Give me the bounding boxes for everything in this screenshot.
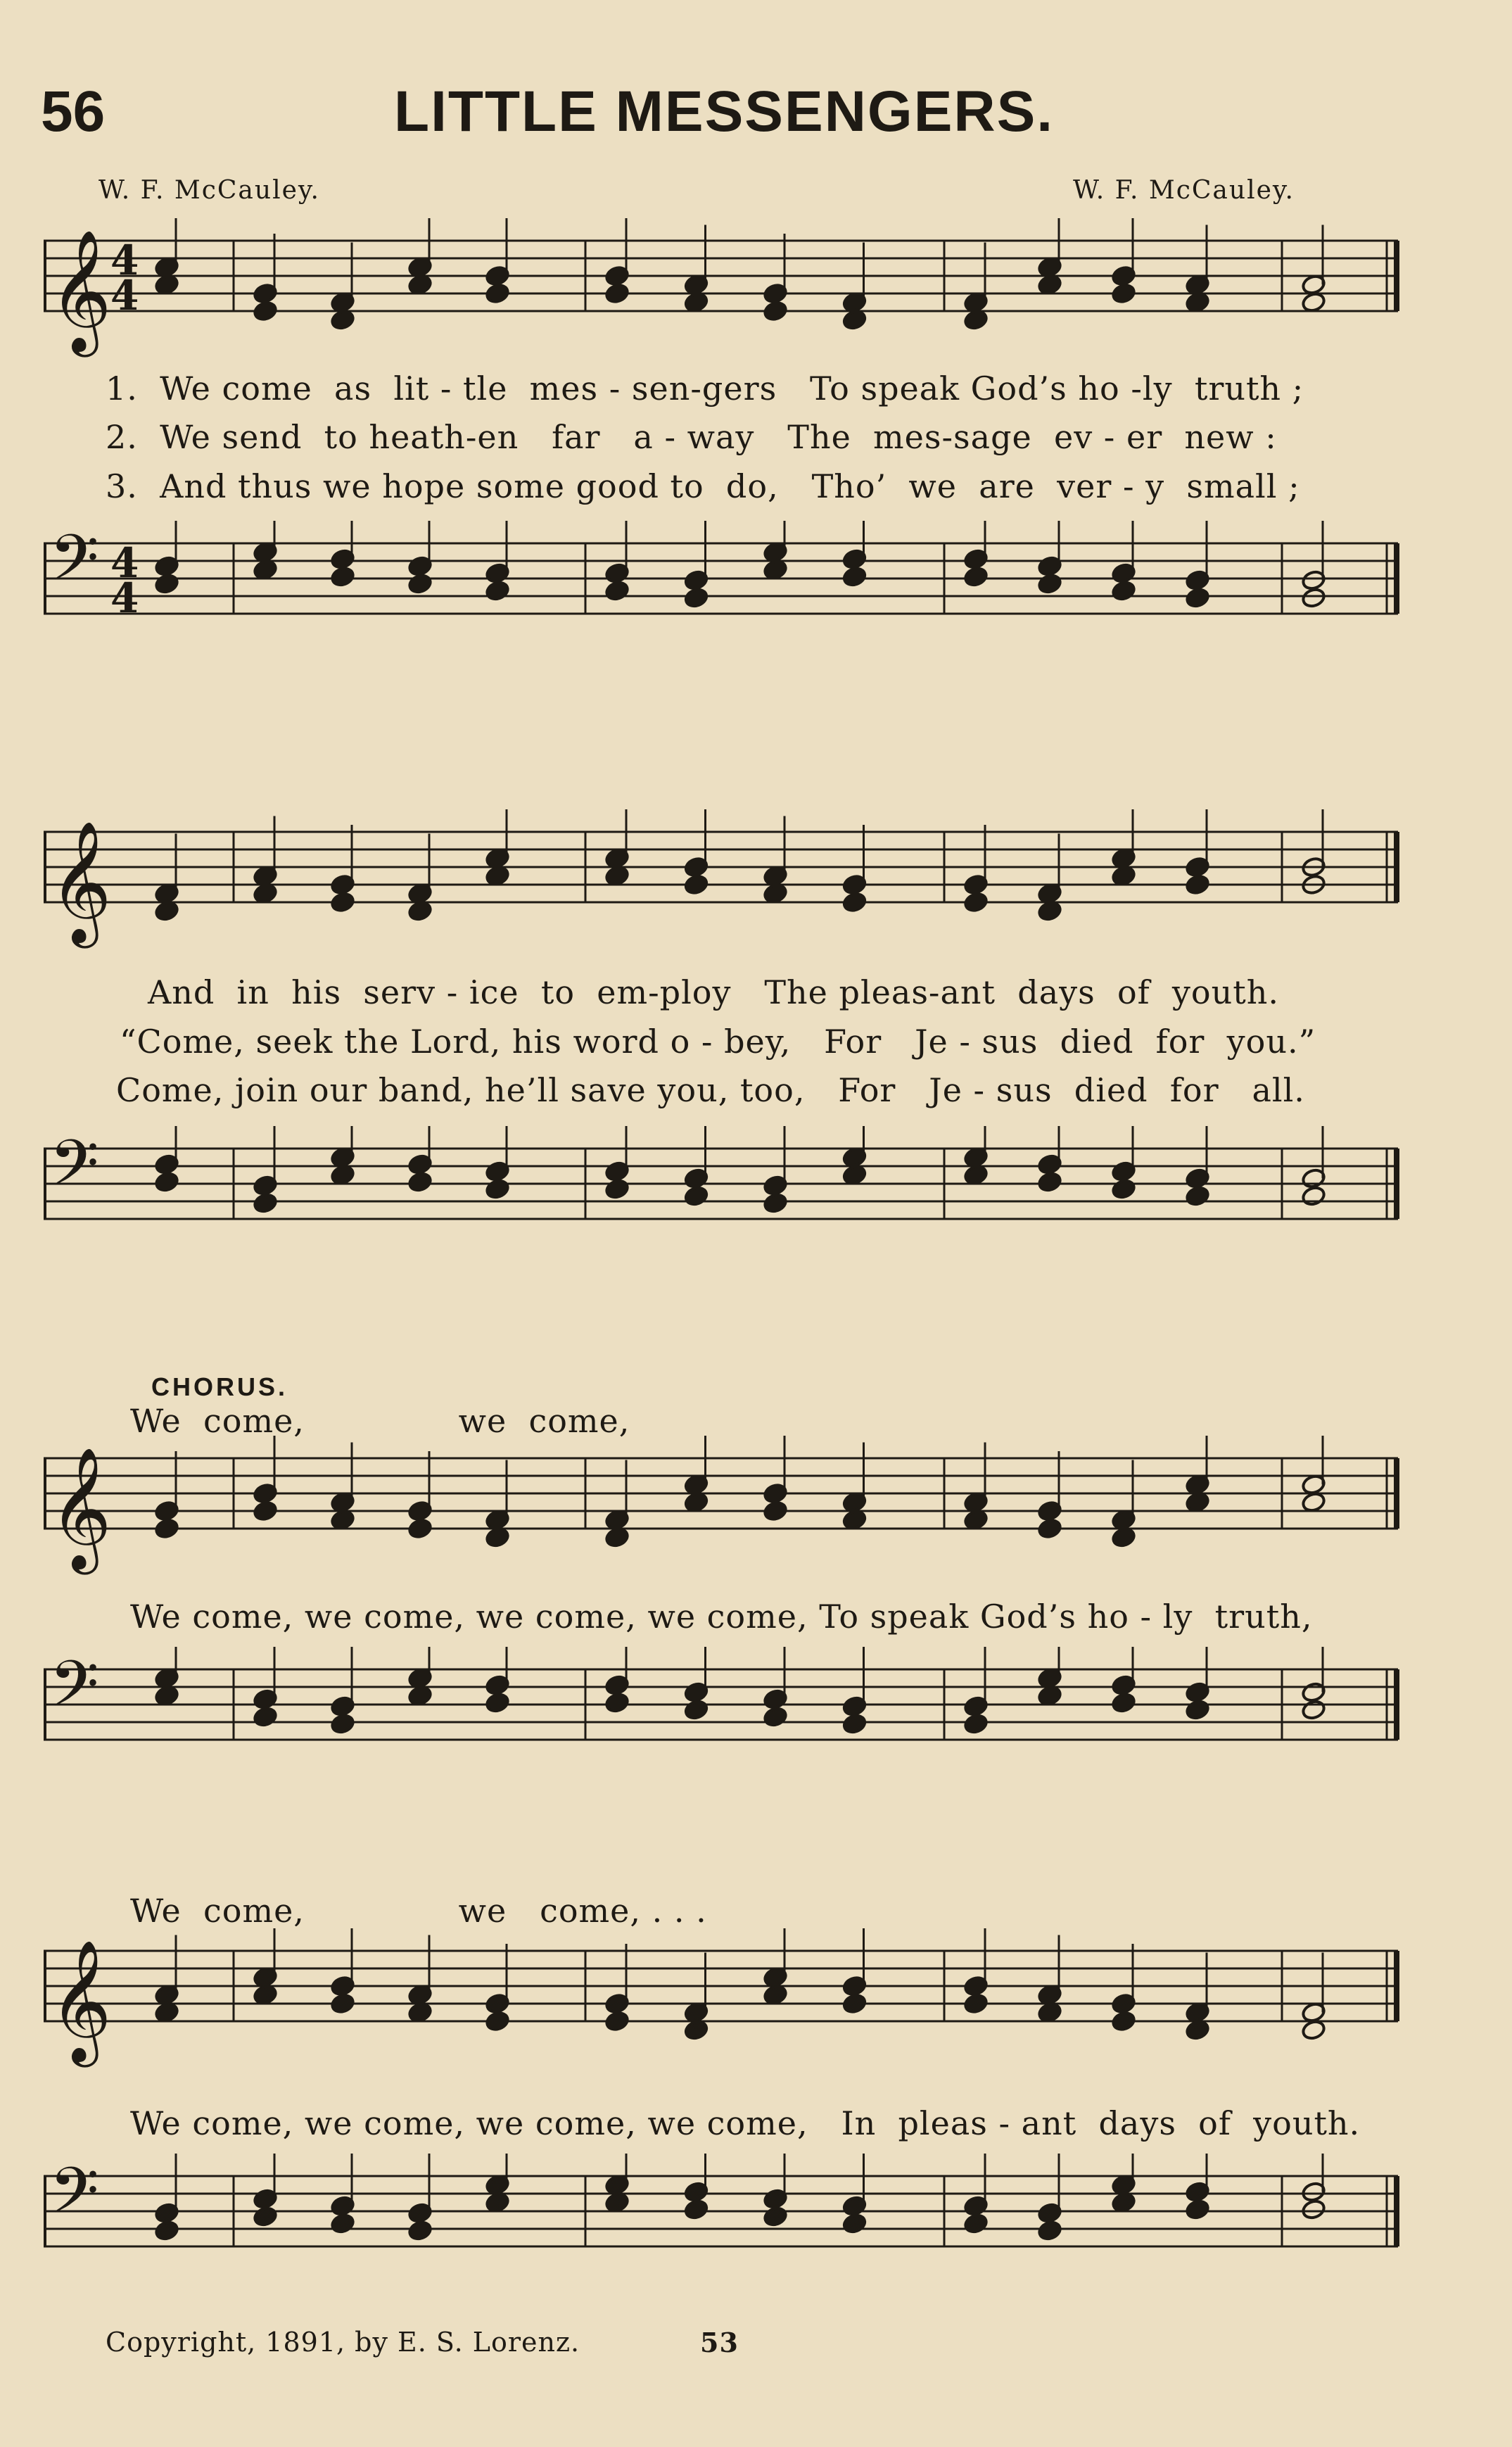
note-head xyxy=(407,573,433,595)
time-signature-bottom: 4 xyxy=(110,574,139,622)
note-head xyxy=(763,883,788,904)
note-head xyxy=(604,1692,630,1714)
note-head xyxy=(763,559,788,581)
note-head xyxy=(1037,1518,1062,1540)
chorus-label: CHORUS. xyxy=(151,1372,288,1401)
note-head xyxy=(1111,283,1136,305)
note-head xyxy=(604,2011,630,2032)
note-head xyxy=(963,566,989,588)
note-head xyxy=(604,283,630,305)
note-head xyxy=(1185,1699,1210,1721)
bass-staff-1 xyxy=(44,521,1405,704)
note-head xyxy=(604,1178,630,1200)
note-head xyxy=(407,900,433,922)
verse-2-line-1: 2. We send to heath-en far a - way The mes-sage ev - er new : xyxy=(106,418,1277,456)
note-head xyxy=(407,274,433,296)
note-head xyxy=(842,1164,868,1186)
note-head xyxy=(1037,274,1062,296)
note-head xyxy=(842,892,868,913)
note-head xyxy=(763,1500,788,1522)
note-head xyxy=(684,2019,709,2041)
note-head xyxy=(763,1192,788,1214)
note-head xyxy=(684,1491,709,1513)
note-head xyxy=(684,874,709,896)
hymn-title: LITTLE MESSENGERS. xyxy=(394,80,1055,144)
treble-staff-3 xyxy=(44,1436,1405,1619)
note-head xyxy=(1111,2192,1136,2213)
note-head xyxy=(1185,587,1210,609)
note-head xyxy=(253,1192,278,1214)
treble-staff-4 xyxy=(44,1928,1405,2111)
note-head xyxy=(1037,2002,1062,2023)
treble-clef-icon: 𝄞 xyxy=(49,1940,112,2062)
note-head xyxy=(963,892,989,913)
note-head xyxy=(1185,1491,1210,1513)
note-head xyxy=(842,1993,868,2015)
note-head xyxy=(407,1518,433,1540)
note-head xyxy=(1111,1526,1136,1548)
treble-clef-icon: 𝄞 xyxy=(49,821,112,943)
note-head xyxy=(485,2011,510,2032)
note-head xyxy=(154,1518,179,1540)
note-head xyxy=(1037,573,1062,595)
note-head xyxy=(1185,291,1210,313)
note-head xyxy=(485,580,510,602)
note-head xyxy=(154,1171,179,1193)
time-signature-bottom: 4 xyxy=(110,272,139,320)
note-head xyxy=(1301,1699,1326,1721)
note-head xyxy=(763,2206,788,2227)
note-head xyxy=(330,2213,355,2234)
verse-1-line-1: 1. We come as lit - tle mes - sen-gers To speak God’s ho -ly truth ; xyxy=(106,369,1304,407)
note-head xyxy=(1301,2019,1326,2041)
chorus-lower-lyric-1: We come, we come, we come, we come, To speak God’s ho - ly truth, xyxy=(130,1598,1313,1636)
time-signature-top: 4 xyxy=(110,236,139,284)
note-head xyxy=(963,1509,989,1531)
treble-staff-1 xyxy=(44,218,1405,443)
note-head xyxy=(485,1692,510,1714)
bass-clef-icon: 𝄢 xyxy=(49,1126,99,1216)
bass-staff-4 xyxy=(44,2154,1405,2337)
note-head xyxy=(963,309,989,331)
copyright-line: Copyright, 1891, by E. S. Lorenz. xyxy=(106,2327,580,2358)
note-head xyxy=(253,559,278,581)
note-head xyxy=(763,301,788,322)
note-head xyxy=(407,1685,433,1707)
note-head xyxy=(407,2002,433,2023)
note-head xyxy=(330,309,355,331)
verse-3-line-2: Come, join our band, he’ll save you, too, For Je - sus died for all. xyxy=(116,1071,1305,1109)
note-head xyxy=(253,1984,278,2006)
note-head xyxy=(1301,2199,1326,2220)
chorus-upper-lyric-1: We come, we come, xyxy=(130,1402,630,1440)
treble-clef-icon: 𝄞 xyxy=(49,229,112,352)
note-head xyxy=(330,1164,355,1186)
note-head xyxy=(1185,874,1210,896)
bass-staff-2 xyxy=(44,1126,1405,1309)
time-signature-top: 4 xyxy=(110,539,139,587)
note-head xyxy=(330,566,355,588)
note-head xyxy=(963,2213,989,2234)
verse-1-line-2: And in his serv - ice to em-ploy The pleas-ant days of youth. xyxy=(148,973,1279,1011)
bass-clef-icon: 𝄢 xyxy=(49,1647,99,1737)
treble-clef-icon: 𝄞 xyxy=(49,1447,112,1569)
note-head xyxy=(963,1993,989,2015)
verse-3-line-1: 3. And thus we hope some good to do, Tho’ we are ver - y small ; xyxy=(106,467,1300,505)
note-head xyxy=(407,2220,433,2241)
page-number: 56 xyxy=(41,80,106,144)
note-head xyxy=(842,566,868,588)
bass-staff-3 xyxy=(44,1647,1405,1830)
note-head xyxy=(253,2206,278,2227)
note-head xyxy=(253,1706,278,1728)
note-head xyxy=(604,2192,630,2213)
note-head xyxy=(604,1526,630,1548)
note-head xyxy=(407,1171,433,1193)
note-head xyxy=(1037,900,1062,922)
note-head xyxy=(684,587,709,609)
hymn-number: 53 xyxy=(700,2327,739,2358)
note-head xyxy=(842,309,868,331)
note-head xyxy=(330,1509,355,1531)
words-credit: W. F. McCauley. xyxy=(99,176,320,205)
note-head xyxy=(842,1713,868,1735)
note-head xyxy=(1111,580,1136,602)
note-head xyxy=(1185,2199,1210,2220)
note-head xyxy=(154,274,179,296)
note-head xyxy=(1037,1685,1062,1707)
note-head xyxy=(684,1185,709,1207)
note-head xyxy=(485,2192,510,2213)
note-head xyxy=(253,883,278,904)
chorus-lower-lyric-2: We come, we come, we come, we come, In pleas - ant days of youth. xyxy=(130,2104,1361,2142)
note-head xyxy=(154,2002,179,2023)
note-head xyxy=(154,2220,179,2241)
note-head xyxy=(154,1685,179,1707)
note-head xyxy=(684,291,709,313)
note-head xyxy=(330,1993,355,2015)
note-head xyxy=(1037,2220,1062,2241)
note-head xyxy=(1037,1171,1062,1193)
note-head xyxy=(485,865,510,887)
note-head xyxy=(1301,587,1326,609)
note-head xyxy=(1185,2019,1210,2041)
note-head xyxy=(763,1706,788,1728)
bass-clef-icon: 𝄢 xyxy=(49,521,99,611)
note-head xyxy=(485,1178,510,1200)
note-head xyxy=(485,1526,510,1548)
note-head xyxy=(1111,865,1136,887)
note-head xyxy=(604,865,630,887)
music-credit: W. F. McCauley. xyxy=(1073,176,1295,205)
note-head xyxy=(330,892,355,913)
note-head xyxy=(1185,1185,1210,1207)
bass-clef-icon: 𝄢 xyxy=(49,2154,99,2244)
note-head xyxy=(1301,1185,1326,1207)
note-head xyxy=(684,2199,709,2220)
verse-2-line-2: “Come, seek the Lord, his word o - bey, For Je - sus died for you.” xyxy=(120,1023,1316,1061)
note-head xyxy=(1111,1178,1136,1200)
note-head xyxy=(1301,1491,1326,1513)
note-head xyxy=(253,301,278,322)
note-head xyxy=(963,1164,989,1186)
note-head xyxy=(154,573,179,595)
note-head xyxy=(1111,2011,1136,2032)
note-head xyxy=(1111,1692,1136,1714)
note-head xyxy=(330,1713,355,1735)
note-head xyxy=(963,1713,989,1735)
note-head xyxy=(1301,291,1326,313)
note-head xyxy=(485,283,510,305)
note-head xyxy=(842,2213,868,2234)
note-head xyxy=(253,1500,278,1522)
note-head xyxy=(154,900,179,922)
note-head xyxy=(842,1509,868,1531)
note-head xyxy=(684,1699,709,1721)
note-head xyxy=(763,1984,788,2006)
note-head xyxy=(604,580,630,602)
chorus-upper-lyric-2: We come, we come, . . . xyxy=(130,1892,707,1930)
